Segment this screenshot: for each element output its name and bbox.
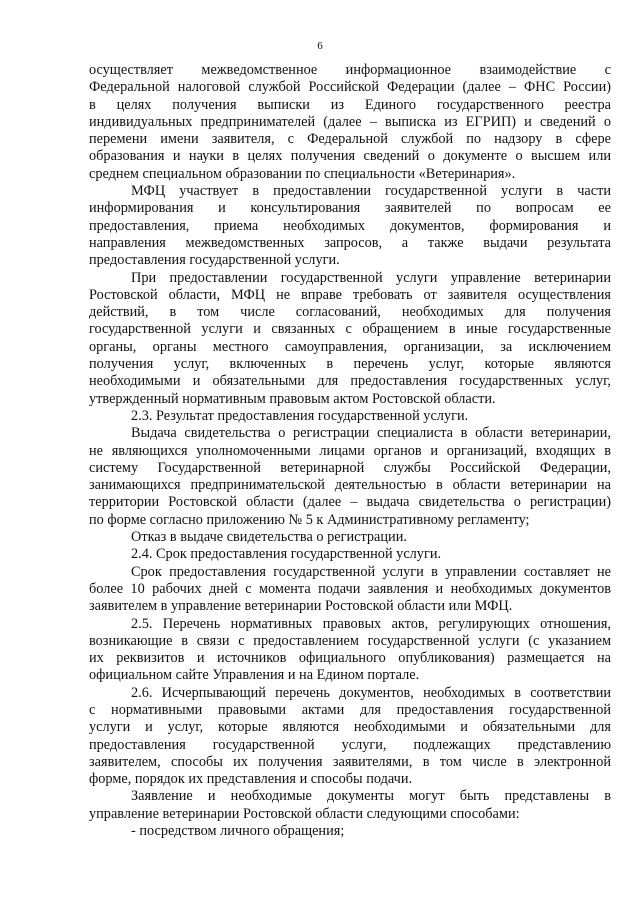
text-line: утвержденный нормативным правовым актом Ростовской области.: [89, 390, 496, 407]
text-line: Срок предоставления государственной услуги в управлении составляет не: [131, 563, 611, 580]
text-line: 2.3. Результат предоставления государственной услуги.: [131, 407, 469, 424]
paragraph: [89, 183, 611, 269]
page-number: 6: [317, 40, 323, 52]
paragraph: [89, 270, 611, 408]
text-line: с нормативными правовыми актами для предоставления государственной: [89, 701, 611, 718]
text-line: необходимыми и обязательными для предоставления государственных услуг,: [89, 373, 611, 390]
paragraph: [89, 685, 611, 789]
text-line: Выдача свидетельства о регистрации специалиста в области ветеринарии,: [131, 425, 611, 442]
text-line: информирования и консультирования заявителей по вопросам ее: [89, 200, 611, 217]
text-line: Федеральной налоговой службой Российской Федерации (далее – ФНС России): [89, 79, 611, 96]
text-line: среднем специальном образовании по специальности «Ветеринария».: [89, 165, 516, 182]
text-line: официальном сайте Управления и на Едином портале.: [89, 667, 420, 684]
text-line: действий, в том числе согласований, необходимых для получения: [89, 304, 611, 321]
section-heading: [89, 408, 611, 425]
text-line: территории Ростовской области (далее – выдача свидетельства о регистрации): [89, 494, 611, 511]
text-line: не являющихся уполномоченными лицами органов и организаций, входящих в: [89, 442, 611, 459]
text-line: занимающихся предпринимательской деятельностью в области ветеринарии на: [89, 477, 611, 494]
text-line: 2.4. Срок предоставления государственной услуги.: [131, 546, 442, 563]
text-line: по форме согласно приложению № 5 к Административному регламенту;: [89, 511, 530, 528]
text-line: их реквизитов и источников официального опубликования) размещается на: [89, 650, 611, 667]
text-line: предоставления государственной услуги.: [89, 252, 340, 269]
paragraph: [89, 616, 611, 685]
text-line: систему Государственной ветеринарной службы Российской Федерации,: [89, 459, 611, 476]
text-line: индивидуальных предпринимателей (далее – выписка из ЕГРИП) и сведений о: [89, 113, 611, 130]
text-line: органы, органы местного самоуправления, организации, за исключением: [89, 338, 611, 355]
text-line: форме, порядок их представления и способы подачи.: [89, 771, 413, 788]
text-line: государственной услуги и связанных с обращением в иные государственные: [89, 321, 611, 338]
paragraph: [89, 62, 611, 183]
text-line: предоставления государственной услуги, подлежащих представлению: [89, 736, 611, 753]
text-line: Отказ в выдаче свидетельства о регистрации.: [131, 529, 407, 546]
text-line: возникающие в связи с предоставлением государственной услуги (с указанием: [89, 632, 611, 649]
text-line: 2.6. Исчерпывающий перечень документов, необходимых в соответствии: [131, 684, 611, 701]
paragraph: [89, 564, 611, 616]
text-line: управление ветеринарии Ростовской области следующими способами:: [89, 805, 520, 822]
text-line: - посредством личного обращения;: [131, 823, 345, 840]
paragraph: [89, 425, 611, 529]
text-line: услуги и услуг, которые являются необходимыми и обязательными для: [89, 719, 611, 736]
paragraph: [89, 529, 611, 546]
paragraph: [89, 788, 611, 823]
text-line: При предоставлении государственной услуги управление ветеринарии: [131, 269, 611, 286]
text-line: в целях получения выписки из Единого государственного реестра: [89, 96, 611, 113]
text-line: заявителем в управление ветеринарии Ростовской области или МФЦ.: [89, 598, 513, 615]
text-line: МФЦ участвует в предоставлении государственной услуги в части: [131, 183, 611, 200]
text-line: образования и науки в целях получения сведений о документе о высшем или: [89, 148, 611, 165]
text-line: Заявление и необходимые документы могут быть представлены в: [131, 788, 611, 805]
text-line: осуществляет межведомственное информационное взаимодействие с: [89, 62, 611, 78]
list-item: [89, 823, 611, 840]
text-line: перемени имени заявителя, с Федеральной службой по надзору в сфере: [89, 131, 611, 148]
text-line: предоставления, приема необходимых документов, формирования и: [89, 217, 611, 234]
text-line: получения услуг, включенных в перечень услуг, которые являются: [89, 356, 611, 373]
document-body: [89, 62, 611, 840]
text-line: более 10 рабочих дней с момента подачи заявления и необходимых документов: [89, 580, 611, 597]
section-heading: [89, 546, 611, 563]
text-line: 2.5. Перечень нормативных правовых актов, регулирующих отношения,: [131, 615, 611, 632]
text-line: Ростовской области, МФЦ не вправе требовать от заявителя осуществления: [89, 286, 611, 303]
text-line: заявителем, способы их получения заявителями, в том числе в электронной: [89, 753, 611, 770]
text-line: направления межведомственных запросов, а также выдачи результата: [89, 234, 611, 251]
